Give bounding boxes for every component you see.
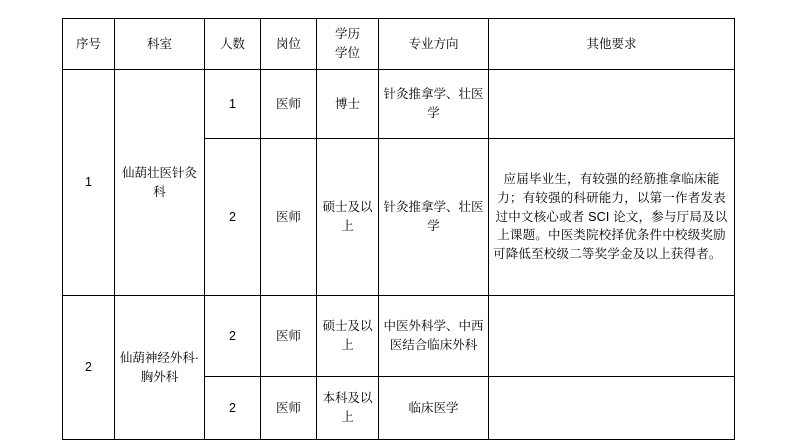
header-cell-major: 专业方向 [379, 19, 489, 70]
cell-education: 硕士及以上 [317, 139, 379, 296]
cell-post: 医师 [261, 296, 317, 377]
header-cell-post: 岗位 [261, 19, 317, 70]
cell-other [489, 377, 735, 440]
cell-dept: 仙葫神经外科·胸外科 [115, 296, 205, 440]
cell-num: 1 [205, 70, 261, 139]
cell-post: 医师 [261, 377, 317, 440]
header-cell-num: 人数 [205, 19, 261, 70]
table-row [63, 296, 735, 377]
header-cell-dept: 科室 [115, 19, 205, 70]
cell-post: 医师 [261, 139, 317, 296]
cell-dept: 仙葫壮医针灸科 [115, 70, 205, 296]
cell-major: 针灸推拿学、壮医学 [379, 139, 489, 296]
table-header-row [63, 19, 735, 70]
cell-post: 医师 [261, 70, 317, 139]
cell-num: 2 [205, 377, 261, 440]
recruitment-table-container [62, 18, 734, 440]
cell-num: 2 [205, 139, 261, 296]
table-row [63, 70, 735, 139]
header-cell-other: 其他要求 [489, 19, 735, 70]
cell-other [489, 70, 735, 139]
cell-other [489, 296, 735, 377]
cell-seq: 2 [63, 296, 115, 440]
recruitment-table [62, 18, 735, 440]
header-cell-education [317, 19, 379, 70]
cell-education: 硕士及以上 [317, 296, 379, 377]
cell-num: 2 [205, 296, 261, 377]
cell-major: 临床医学 [379, 377, 489, 440]
header-education-line1: 学历 [334, 27, 360, 42]
cell-education: 本科及以上 [317, 377, 379, 440]
cell-other: 应届毕业生，有较强的经筋推拿临床能力；有较强的科研能力，以第一作者发表过中文核心或者 SCI 论文，参与厅局及以上课题。中医类院校择优条件中校级奖励可降低至校级二等奖学金及以上获得者。 [489, 139, 735, 296]
cell-seq: 1 [63, 70, 115, 296]
cell-major: 中医外科学、中西医结合临床外科 [379, 296, 489, 377]
cell-major: 针灸推拿学、壮医学 [379, 70, 489, 139]
cell-education: 博士 [317, 70, 379, 139]
header-education-line2: 学位 [334, 46, 360, 60]
header-cell-seq: 序号 [63, 19, 115, 70]
